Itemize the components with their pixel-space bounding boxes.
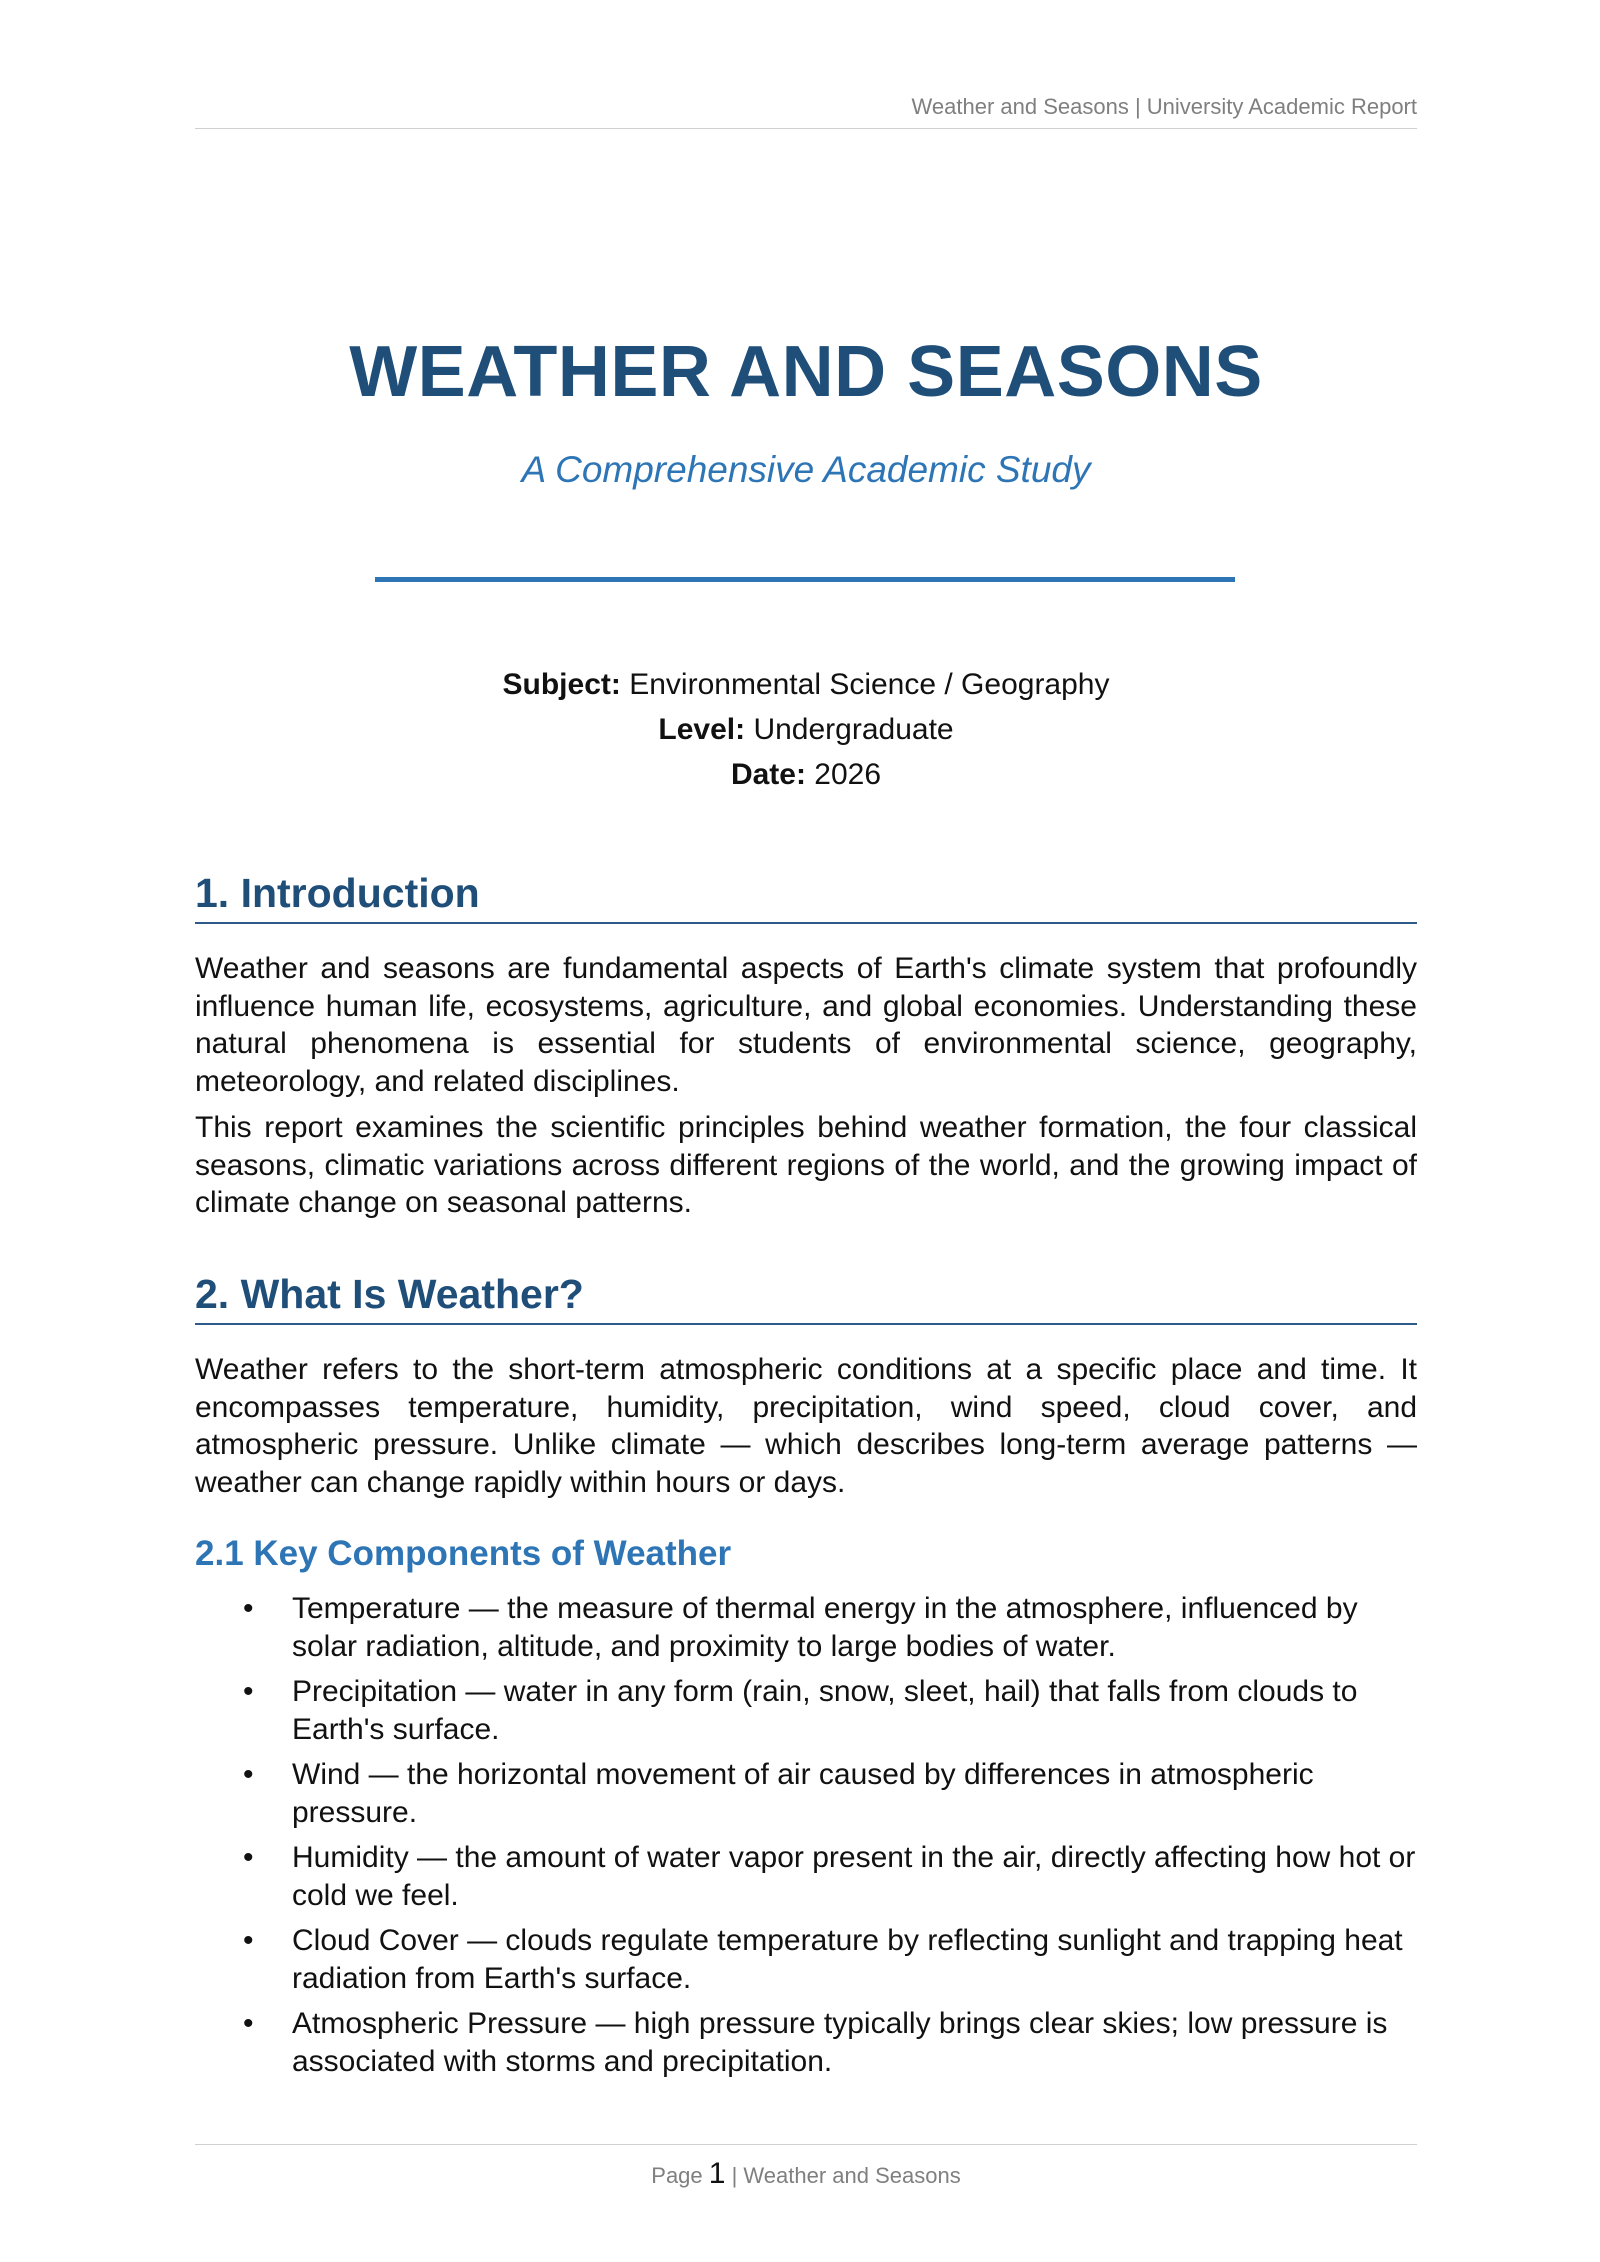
subsection-heading-key-components: 2.1 Key Components of Weather [195,1534,732,1573]
bullet-icon: • [243,1841,254,1874]
intro-paragraph-1: Weather and seasons are fundamental aspects of Earth's climate system that profoundly influence human life, ecosystems, agriculture, and global economies. Understanding these natural phenomena is essential for students of environmental science, geography, meteorology, and related disciplines. [195,952,1417,1098]
bullet-icon: • [243,1924,254,1957]
intro-paragraph-2: This report examines the scientific principles behind weather formation, the four classical seasons, climatic variations across different regions of the world, and the growing impact of climate change on seasonal patterns. [195,1111,1417,1219]
meta-date-label: Date: [730,758,806,791]
section-heading-introduction: 1. Introduction [195,868,1417,924]
list-item: • Cloud Cover — clouds regulate temperature by reflecting sunlight and trapping heat radiation from Earth's surface. [243,1924,1403,1995]
list-item: • Humidity — the amount of water vapor present in the air, directly affecting how hot or cold we feel. [243,1841,1416,1912]
list-item: • Wind — the horizontal movement of air caused by differences in atmospheric pressure. [243,1758,1314,1829]
meta-date [195,752,1417,797]
list-item: • Precipitation — water in any form (rain, snow, sleet, hail) that falls from clouds to Earth's surface. [243,1675,1358,1746]
document-subtitle: A Comprehensive Academic Study [521,449,1091,490]
bullet-icon: • [243,1758,254,1791]
footer-suffix: | Weather and Seasons [731,2163,961,2188]
list-item: • Atmospheric Pressure — high pressure typically brings clear skies; low pressure is associated with storms and precipitation. [243,2007,1388,2078]
key-components-list [195,1590,1417,2088]
page-number: 1 [708,2157,726,2190]
footer-prefix: Page [651,2163,703,2188]
title-divider [375,577,1235,582]
section-heading-what-is-weather: 2. What Is Weather? [195,1269,1417,1325]
document-page [195,0,1417,2262]
meta-subject-value: Environmental Science / Geography [629,668,1110,701]
meta-date-value: 2026 [814,758,882,791]
weather-paragraph-1: Weather refers to the short-term atmospheric conditions at a specific place and time. It encompasses temperature, humidity, precipitation, wind speed, cloud cover, and atmospheric pressure. Unlike climate — which describes long-term average patterns — weather can change rapidly within hours or days. [195,1353,1417,1499]
document-meta [195,662,1417,797]
meta-level-label: Level: [658,713,746,746]
bullet-icon: • [243,1675,254,1708]
meta-level-value: Undergraduate [753,713,954,746]
meta-subject-label: Subject: [502,668,621,701]
meta-subject [195,662,1417,707]
list-item: • Temperature — the measure of thermal energy in the atmosphere, influenced by solar radiation, altitude, and proximity to large bodies of water. [243,1592,1358,1663]
bullet-icon: • [243,2007,254,2040]
meta-level [195,707,1417,752]
document-title: WEATHER AND SEASONS [349,332,1263,412]
page-header: Weather and Seasons | University Academic Report [195,94,1417,129]
bullet-icon: • [243,1592,254,1625]
page-footer [195,2144,1417,2191]
